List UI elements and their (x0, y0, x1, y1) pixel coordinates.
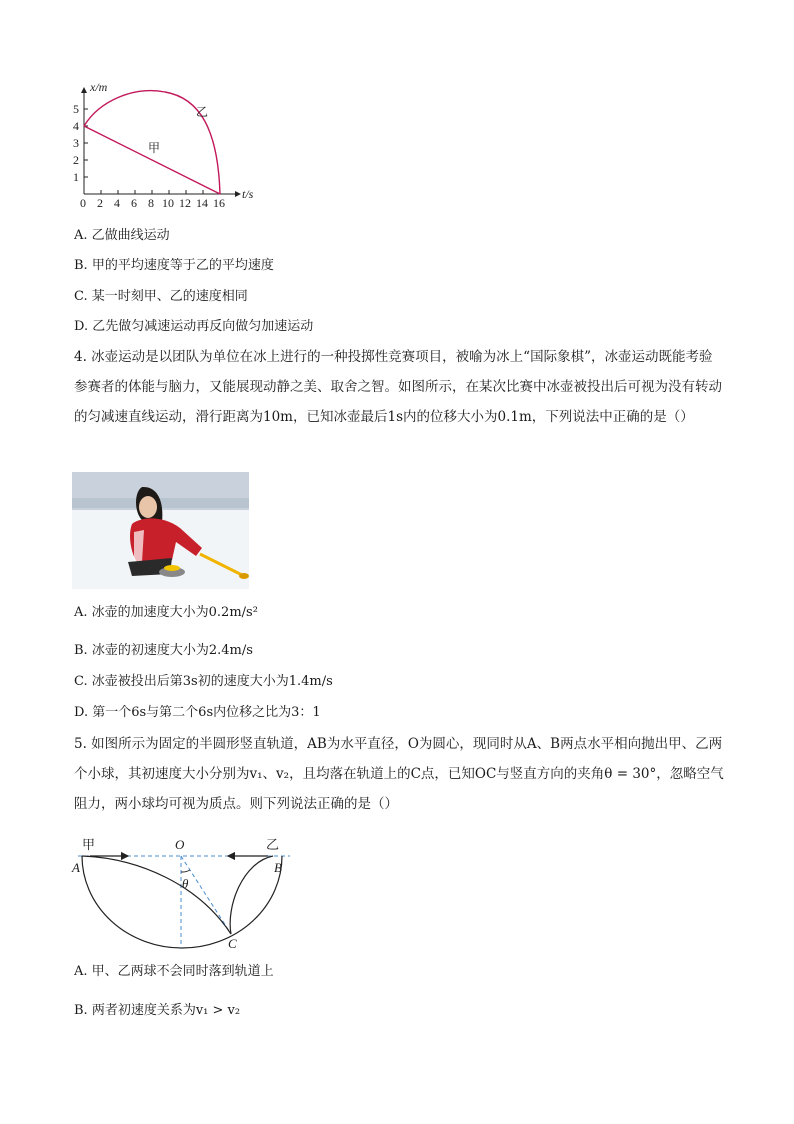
label-C: C (228, 936, 237, 951)
q5-stem: 5. 如图所示为固定的半圆形竖直轨道，AB为水平直径，O为圆心，现同时从A、B两点水平相向抛出甲、乙两个小球，其初速度大小分别为v₁、v₂，且均落在轨道上的C点，已知OC与竖直方向的夹角θ = 30°，忽略空气阻力，两小球均可视为质点。则下列说法正确的是（） (74, 736, 724, 812)
label-yi: 乙 (266, 837, 280, 852)
x-tick-6: 6 (131, 196, 137, 210)
x-tick-16: 16 (213, 196, 225, 210)
x-tick-10: 10 (162, 196, 174, 210)
y-tick-2: 2 (73, 153, 79, 167)
x-tick-12: 12 (179, 196, 191, 210)
q3-option-b: B. 甲的平均速度等于乙的平均速度 (74, 258, 274, 273)
label-O: O (175, 837, 185, 852)
line-jia (84, 126, 220, 194)
x-tick-14: 14 (196, 196, 208, 210)
x-axis-label: t/s (242, 187, 254, 201)
label-jia: 甲 (148, 141, 161, 155)
xt-graph (60, 80, 280, 210)
q4-stem: 4. 冰壶运动是以团队为单位在冰上进行的一种投掷性竞赛项目，被喻为冰上“国际象棋”，冰壶运动既能考验参赛者的体能与脑力，又能展现动静之美、取舍之智。如图所示，在某次比赛中冰壶被投出后可视为没有转动的匀减速直线运动，滑行距离为10m，已知冰壶最后1s内的位移大小为0.1m，下列说法中正确的是（） (74, 349, 722, 425)
q4-option-a: A. 冰壶的加速度大小为0.2m/s² (74, 605, 258, 620)
q4-option-d: D. 第一个6s与第二个6s内位移之比为3：1 (74, 705, 321, 720)
q5-option-a: A. 甲、乙两球不会同时落到轨道上 (74, 964, 274, 979)
curling-photo (72, 472, 249, 589)
label-theta: θ (182, 876, 189, 891)
q4-option-b: B. 冰壶的初速度大小为2.4m/s (74, 643, 253, 658)
label-yi: 乙 (196, 105, 209, 119)
x-tick-4: 4 (114, 196, 120, 210)
x-tick-8: 8 (148, 196, 154, 210)
x-tick-0: 0 (80, 196, 86, 210)
y-tick-4: 4 (73, 119, 79, 133)
x-tick-2: 2 (97, 196, 103, 210)
y-tick-3: 3 (73, 136, 79, 150)
semicircle-diagram (68, 836, 296, 954)
q3-option-c: C. 某一时刻甲、乙的速度相同 (74, 289, 248, 304)
q4-option-c: C. 冰壶被投出后第3s初的速度大小为1.4m/s (74, 674, 333, 689)
track-semicircle (82, 856, 282, 948)
label-A: A (72, 860, 80, 875)
trajectory-jia (82, 856, 231, 934)
q3-option-d: D. 乙先做匀减速运动再反向做匀加速运动 (74, 319, 314, 334)
y-tick-5: 5 (73, 102, 79, 116)
q3-option-a: A. 乙做曲线运动 (74, 228, 170, 243)
label-B: B (274, 860, 282, 875)
q5-option-b: B. 两者初速度关系为v₁ > v₂ (74, 1003, 241, 1018)
y-axis-label: x/m (90, 80, 108, 94)
y-tick-1: 1 (73, 170, 79, 184)
label-jia: 甲 (82, 837, 96, 852)
